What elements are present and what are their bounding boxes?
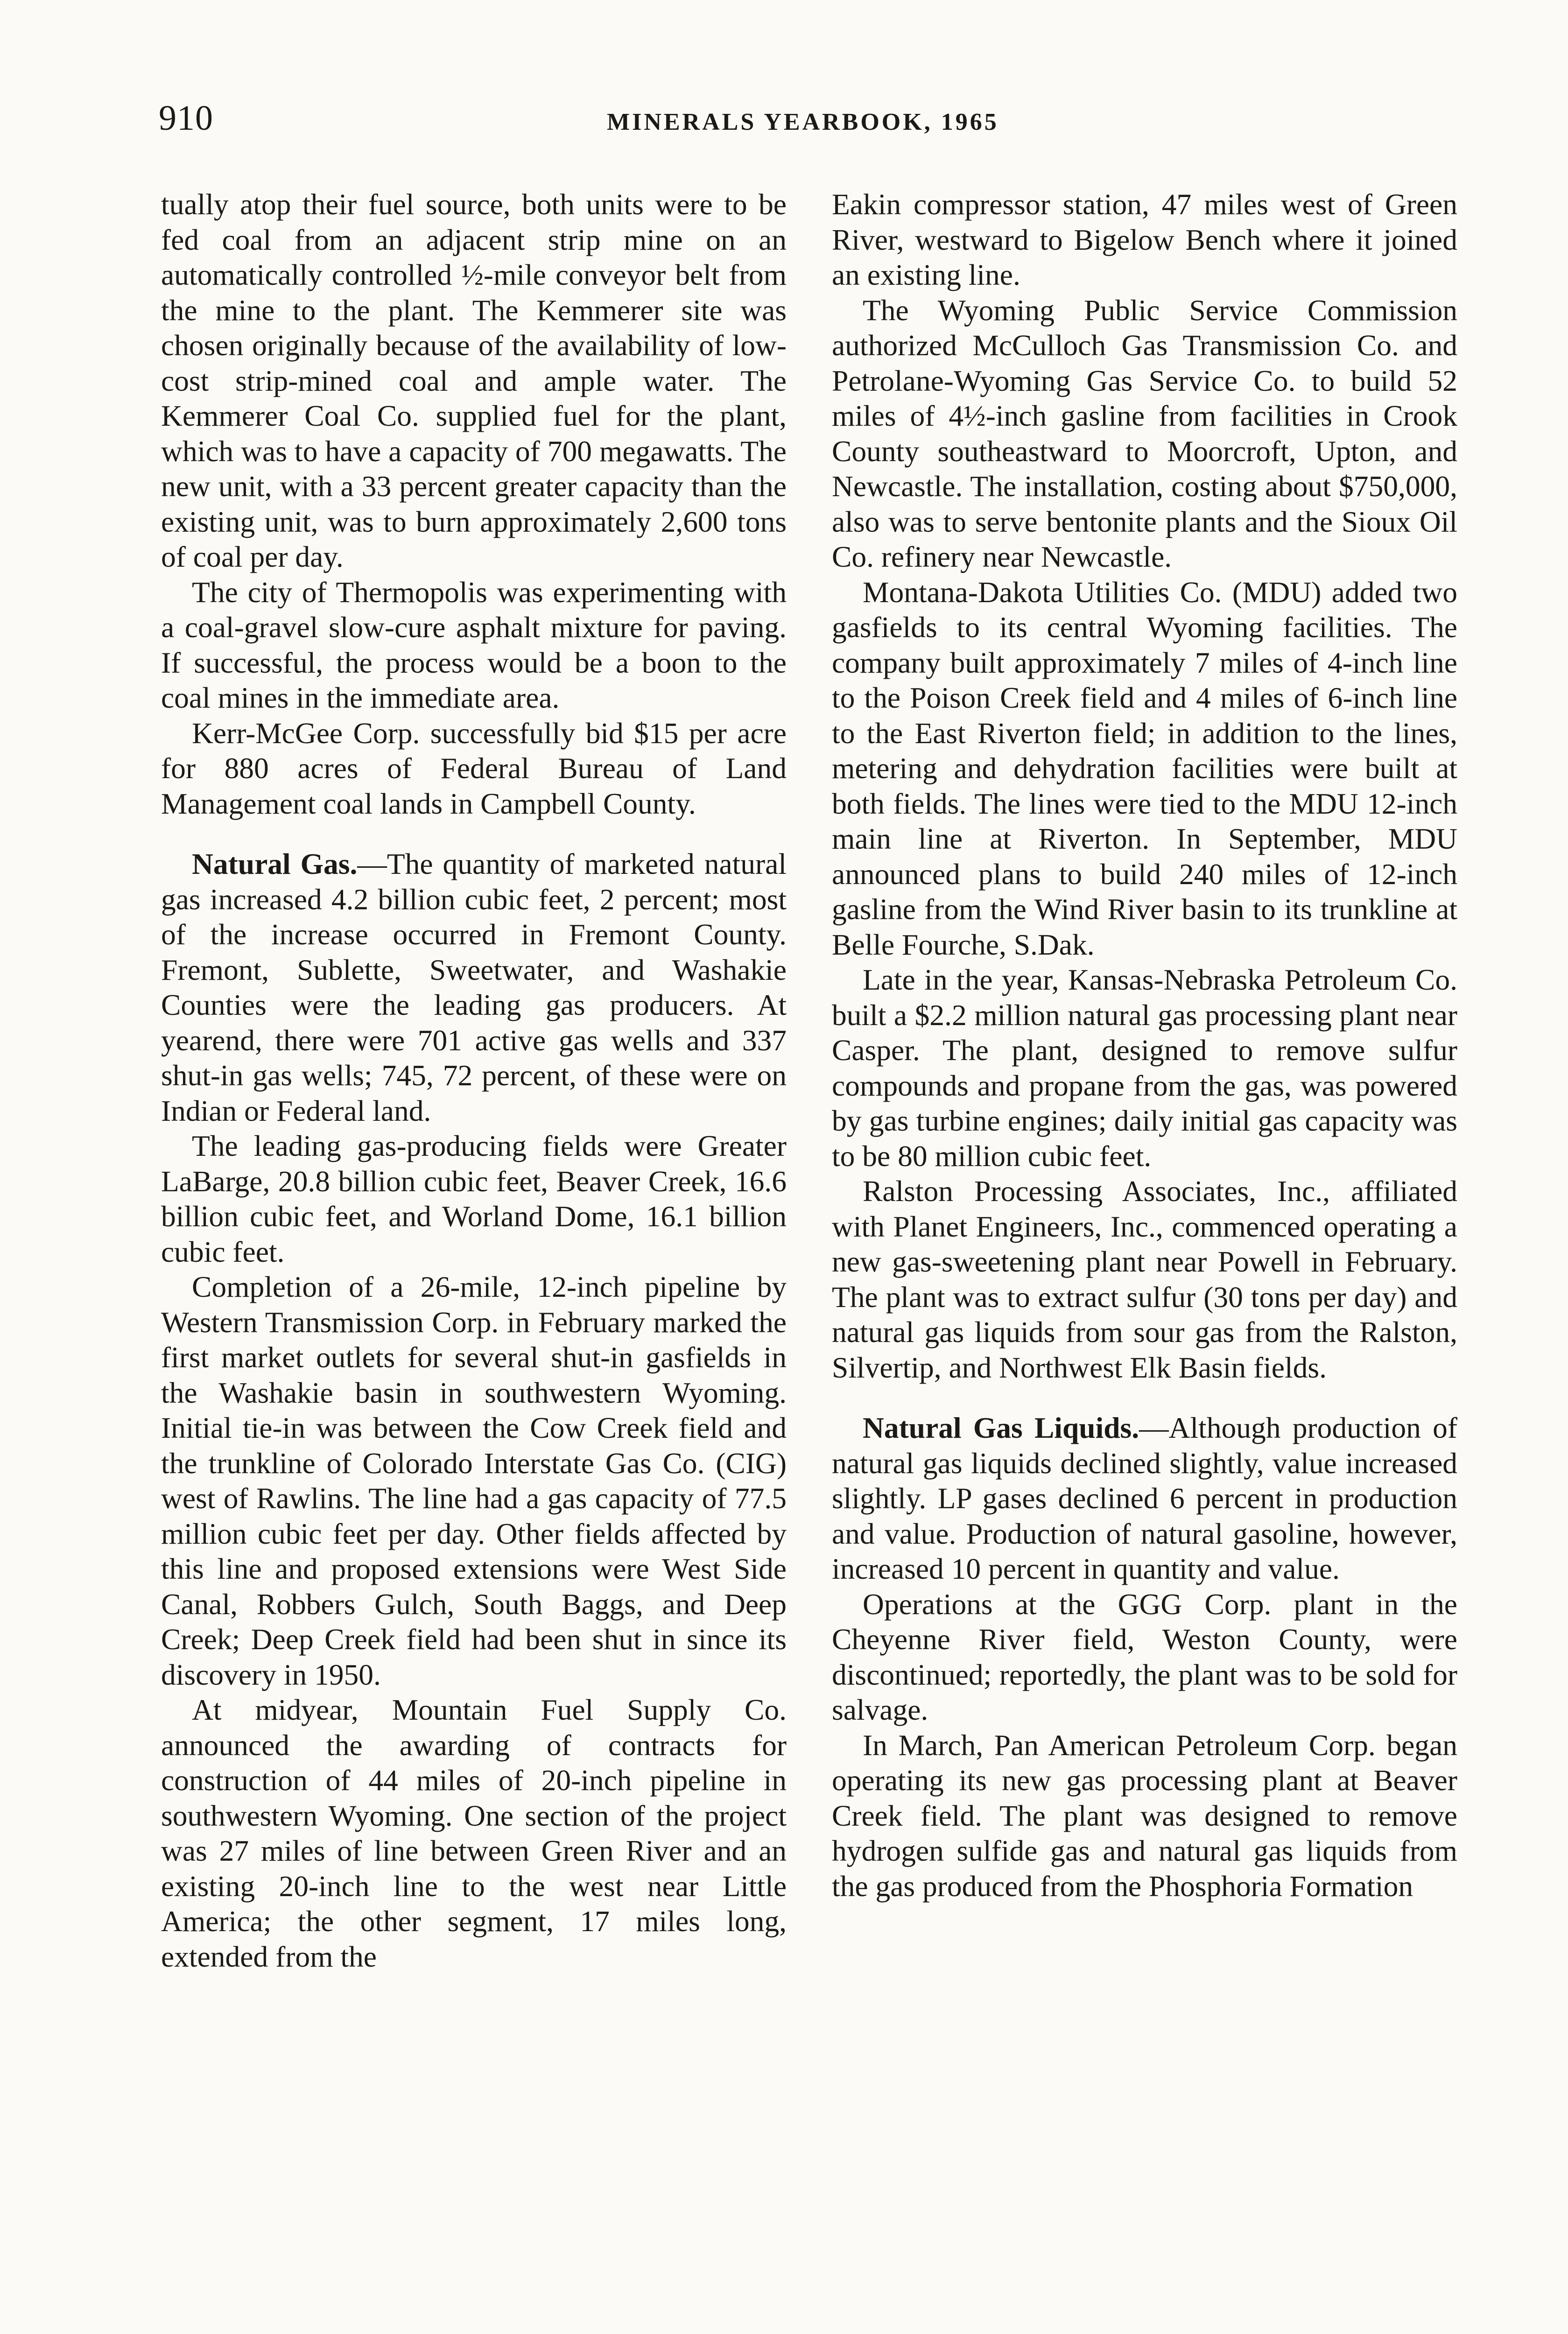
paragraph: Montana-Dakota Utilities Co. (MDU) added two gasfields to its central Wyoming facilities. The company built approximately 7 miles of 4-inch line to the Poison Creek field and 4 miles of 6-inch line to the East Riverton field; in addition to the lines, metering and dehydration facilities were built at both fields. The lines were tied to the MDU 12-inch main line at Riverton. In September, MDU announced plans to build 240 miles of 12-inch gasline from the Wind River basin to its trunkline at Belle Fourche, S.Dak. — [832, 575, 1457, 961]
page-number: 910 — [159, 98, 213, 138]
paragraph: Operations at the GGG Corp. plant in the Cheyenne River field, Weston County, were discontinued; reportedly, the plant was to be sold for salvage. — [832, 1587, 1457, 1726]
paragraph-natural-gas — [161, 846, 787, 1128]
paragraph: The leading gas-producing fields were Greater LaBarge, 20.8 billion cubic feet, Beaver Creek, 16.6 billion cubic feet, and Worland Dome, 16.1 billion cubic feet. — [161, 1129, 787, 1268]
paragraph: Eakin compressor station, 47 miles west of Green River, westward to Bigelow Bench where it joined an existing line. — [832, 188, 1457, 291]
paragraph: Completion of a 26-mile, 12-inch pipeline by Western Transmission Corp. in February marked the first market outlets for several shut-in gasfields in the Washakie basin in southwestern Wyoming. Initial tie-in was between the Cow Creek field and the trunkline of Colorado Interstate Gas Co. (CIG) west of Rawlins. The line had a gas capacity of 77.5 million cubic feet per day. Other fields affected by this line and proposed extensions were West Side Canal, Robbers Gulch, South Baggs, and Deep Creek; Deep Creek field had been shut in since its discovery in 1950. — [161, 1270, 787, 1691]
paragraph-text: —Although production of natural gas liquids declined slightly, value increased slightly. LP gases declined 6 percent in production and value. Production of natural gasoline, however, increased 10 percent in quantity and value. — [832, 1411, 1457, 1585]
paragraph: In March, Pan American Petroleum Corp. began operating its new gas processing plant at Beaver Creek field. The plant was designed to remove hydrogen sulfide gas and natural gas liquids from the gas produced from the Phosphoria Formation — [832, 1728, 1457, 1903]
paragraph: Late in the year, Kansas-Nebraska Petroleum Co. built a $2.2 million natural gas processing plant near Casper. The plant, designed to remove sulfur compounds and propane from the gas, was powered by gas turbine engines; daily initial gas capacity was to be 80 million cubic feet. — [832, 963, 1457, 1173]
paragraph: At midyear, Mountain Fuel Supply Co. announced the awarding of contracts for construction of 44 miles of 20-inch pipeline in southwestern Wyoming. One section of the project was 27 miles of line between Green River and an existing 20-inch line to the west near Little America; the other segment, 17 miles long, extended from the — [161, 1693, 787, 1973]
paragraph: The city of Thermopolis was experimenting with a coal-gravel slow-cure asphalt mixture for paving. If successful, the process would be a boon to the coal mines in the immediate area. — [161, 575, 787, 714]
paragraph: tually atop their fuel source, both units were to be fed coal from an adjacent strip mine on an automatically controlled ½-mile conveyor belt from the mine to the plant. The Kemmerer site was chosen originally because of the availability of low-cost strip-mined coal and ample water. The Kemmerer Coal Co. supplied fuel for the plant, which was to have a capacity of 700 megawatts. The new unit, with a 33 percent greater capacity than the existing unit, was to burn approximately 2,600 tons of coal per day. — [161, 188, 787, 573]
section-heading-natural-gas-liquids: Natural Gas Liquids. — [863, 1411, 1139, 1444]
paragraph-natural-gas-liquids — [832, 1410, 1457, 1587]
paragraph: The Wyoming Public Service Commission authorized McCulloch Gas Transmission Co. and Petrolane-Wyoming Gas Service Co. to build 52 miles of 4½-inch gasline from facilities in Crook County southeastward to Moorcroft, Upton, and Newcastle. The installation, costing about $750,000, also was to serve bentonite plants and the Sioux Oil Co. refinery near Newcastle. — [832, 293, 1457, 573]
section-heading-natural-gas: Natural Gas. — [192, 847, 358, 880]
running-title: MINERALS YEARBOOK, 1965 — [607, 109, 999, 135]
page-header — [159, 98, 1461, 149]
right-column — [832, 187, 1457, 1904]
paragraph-text: —The quantity of marketed natural gas increased 4.2 billion cubic feet, 2 percent; most of the increase occurred in Fremont County. Fremont, Sublette, Sweetwater, and Washakie Counties were the leading gas producers. At yearend, there were 701 active gas wells and 337 shut-in gas wells; 745, 72 percent, of these were on Indian or Federal land. — [161, 847, 787, 1127]
left-column — [161, 187, 787, 1974]
paragraph: Ralston Processing Associates, Inc., affiliated with Planet Engineers, Inc., commenced operating a new gas-sweetening plant near Powell in February. The plant was to extract sulfur (30 tons per day) and natural gas liquids from sour gas from the Ralston, Silvertip, and Northwest Elk Basin fields. — [832, 1174, 1457, 1384]
paragraph: Kerr-McGee Corp. successfully bid $15 per acre for 880 acres of Federal Bureau of Land Management coal lands in Campbell County. — [161, 716, 787, 820]
